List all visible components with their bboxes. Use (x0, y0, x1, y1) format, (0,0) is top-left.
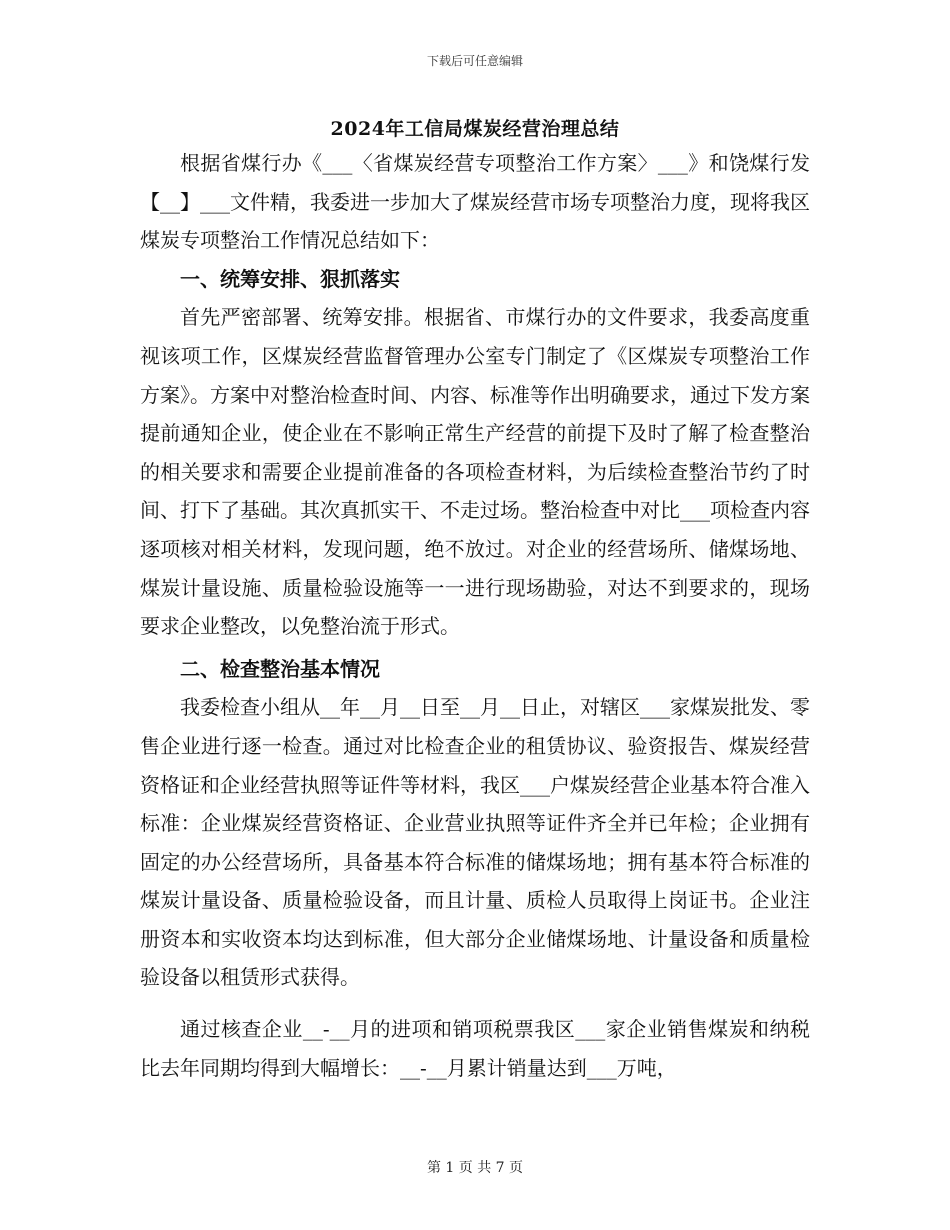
section-2-paragraph-2: 通过核查企业__-__月的进项和销项税票我区___家企业销售煤炭和纳税比去年同期均得到大幅增长：__-__月累计销量达到___万吨， (140, 1017, 810, 1080)
page-header-note: 下载后可任意编辑 (426, 54, 523, 68)
page-number-footer: 第 1 页 共 7 页 (426, 1160, 524, 1176)
document-title: 2024年工信局煤炭经营治理总结 (330, 118, 620, 140)
intro-paragraph: 根据省煤行办《___〈省煤炭经营专项整治工作方案〉___》和饶煤行发【__】___文件精，我委进一步加大了煤炭经营市场专项整治力度，现将我区煤炭专项整治工作情况总结如下： (140, 151, 810, 253)
document-body (140, 144, 810, 1087)
section-1-heading: 一、统筹安排、狠抓落实 (180, 266, 400, 291)
section-2-paragraph-1: 我委检查小组从__年__月__日至__月__日止，对辖区___家煤炭批发、零售企业进行逐一检查。通过对比检查企业的租赁协议、验资报告、煤炭经营资格证和企业经营执照等证件等材料，我区___户煤炭经营企业基本符合准入标准：企业煤炭经营资格证、企业营业执照等证件齐全并已年检；企业拥有固定的办公经营场所，具备基本符合标准的储煤场地；拥有基本符合标准的煤炭计量设备、质量检验设备，而且计量、质检人员取得上岗证书。企业注册资本和实收资本均达到标准，但大部分企业储煤场地、计量设备和质量检验设备以租赁形式获得。 (140, 695, 810, 990)
section-2-heading: 二、检查整治基本情况 (180, 656, 380, 681)
section-1-paragraph: 首先严密部署、统筹安排。根据省、市煤行办的文件要求，我委高度重视该项工作，区煤炭经营监督管理办公室专门制定了《区煤炭专项整治工作方案》。方案中对整治检查时间、内容、标准等作出明确要求，通过下发方案提前通知企业，使企业在不影响正常生产经营的前提下及时了解了检查整治的相关要求和需要企业提前准备的各项检查材料，为后续检查整治节约了时间、打下了基础。其次真抓实干、不走过场。整治检查中对比___项检查内容逐项核对相关材料，发现问题，绝不放过。对企业的经营场所、储煤场地、煤炭计量设施、质量检验设施等一一进行现场勘验，对达不到要求的，现场要求企业整改，以免整治流于形式。 (140, 305, 810, 639)
